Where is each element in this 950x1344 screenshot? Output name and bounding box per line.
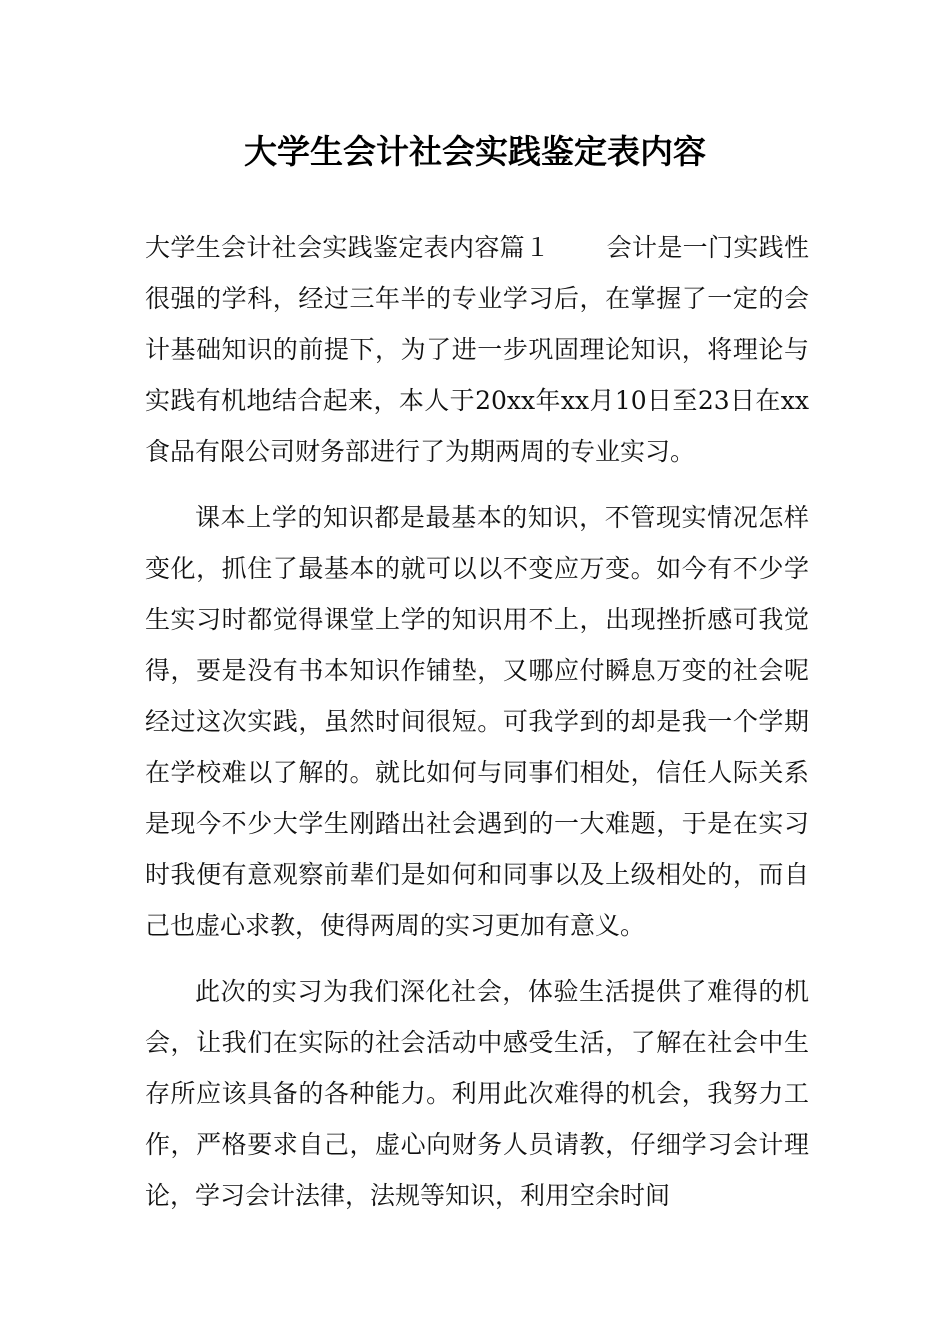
paragraph-2: 课本上学的知识都是最基本的知识，不管现实情况怎样变化，抓住了最基本的就可以以不变应万变。如今有不少学生实习时都觉得课堂上学的知识用不上，出现挫折感可我觉得，要是没有书本知识作铺垫，又哪应付瞬息万变的社会呢经过这次实践，虽然时间很短。可我学到的却是我一个学期在学校难以了解的。就比如何与同事们相处，信任人际关系是现今不少大学生刚踏出社会遇到的一大难题，于是在实习时我便有意观察前辈们是如何和同事以及上级相处的，而自己也虚心求教，使得两周的实习更加有意义。 — [145, 503, 809, 940]
document-title: 大学生会计社会实践鉴定表内容 — [244, 132, 706, 171]
section-heading: 大学生会计社会实践鉴定表内容篇１ — [145, 233, 551, 262]
paragraph-1 — [145, 222, 809, 477]
paragraph-1-text: 会计是一门实践性很强的学科，经过三年半的专业学习后，在掌握了一定的会计基础知识的前提下，为了进一步巩固理论知识，将理论与实践有机地结合起来，本人于20xx年xx月10日至23日在xx食品有限公司财务部进行了为期两周的专业实习。 — [145, 233, 809, 466]
paragraph-3: 此次的实习为我们深化社会，体验生活提供了难得的机会，让我们在实际的社会活动中感受生活，了解在社会中生存所应该具备的各种能力。利用此次难得的机会，我努力工作，严格要求自己，虚心向财务人员请教，仔细学习会计理论，学习会计法律，法规等知识，利用空余时间 — [145, 977, 809, 1210]
document-body — [145, 222, 809, 1236]
